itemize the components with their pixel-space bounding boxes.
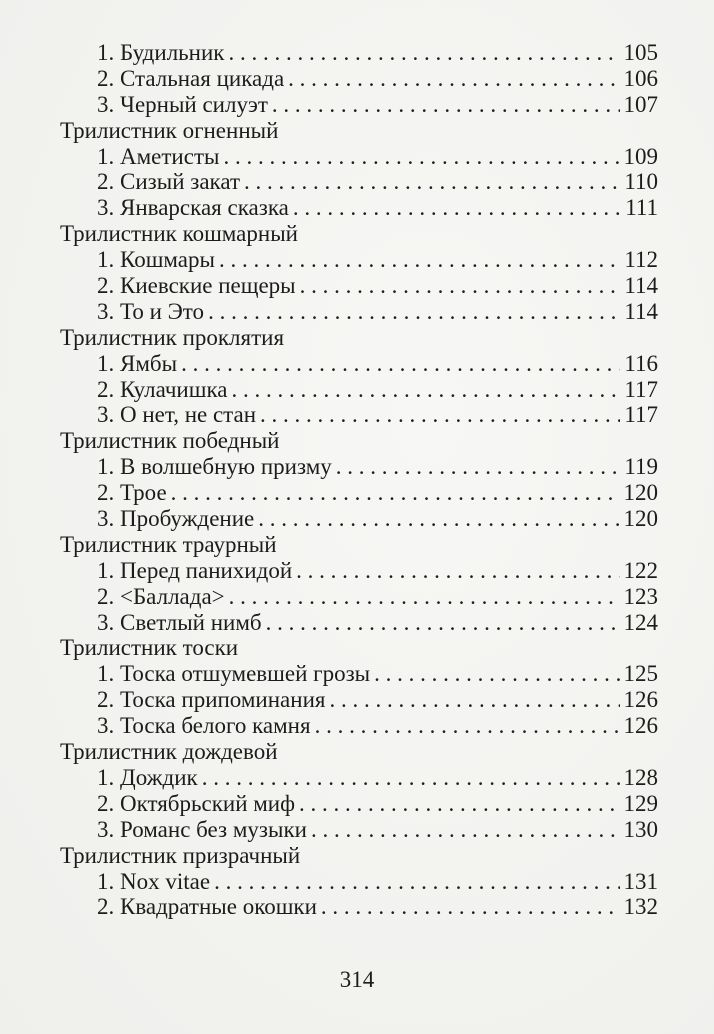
toc-section-heading: Трилистник победный — [60, 428, 280, 454]
toc-entry — [60, 273, 658, 299]
dot-leader — [171, 480, 620, 506]
toc-entry-title: 3. То и Это — [97, 298, 205, 324]
toc-entry-title: 1. Nox vitae — [97, 868, 211, 894]
toc-entry-page: 117 — [624, 402, 658, 428]
dot-leader — [321, 894, 620, 920]
dot-leader — [228, 40, 619, 66]
toc-entry-title: 1. Аметисты — [97, 143, 220, 169]
toc-entry-title: 3. Черный силуэт — [97, 91, 268, 117]
toc-entry — [60, 558, 658, 584]
dot-leader — [300, 273, 621, 299]
toc-entry — [60, 894, 658, 920]
toc-entry-page: 114 — [624, 298, 658, 324]
toc-section-heading: Трилистник тоски — [60, 635, 239, 661]
toc-entry-page: 112 — [624, 247, 658, 273]
toc-entry — [60, 40, 658, 66]
dot-leader — [214, 869, 619, 895]
dot-leader — [181, 351, 620, 377]
toc-entry — [60, 661, 658, 687]
toc-entry — [60, 144, 658, 170]
toc-entry — [60, 454, 658, 480]
toc-entry-page: 123 — [623, 583, 658, 609]
toc-entry — [60, 66, 658, 92]
toc-section-heading: Трилистник призрачный — [60, 842, 301, 868]
toc-section-heading: Трилистник проклятия — [60, 324, 285, 350]
toc-entry-page: 130 — [623, 816, 658, 842]
toc-section-heading: Трилистник траурный — [60, 531, 277, 557]
toc-entry-title: 2. Трое — [97, 480, 167, 506]
dot-leader — [208, 299, 620, 325]
dot-leader — [329, 687, 619, 713]
toc-entry-title: 2. Киевские пещеры — [97, 273, 296, 299]
toc-entry — [60, 247, 658, 273]
toc-entry — [60, 687, 658, 713]
toc-entry-page: 125 — [623, 661, 658, 687]
table-of-contents — [60, 40, 658, 920]
dot-leader — [202, 765, 620, 791]
toc-entry-title: 1. Перед панихидой — [97, 557, 293, 583]
toc-entry-title: 2. <Баллада> — [97, 583, 225, 609]
toc-entry-page: 122 — [623, 557, 658, 583]
dot-leader — [336, 454, 621, 480]
dot-leader — [299, 791, 619, 817]
toc-entry — [60, 480, 658, 506]
toc-entry-title: 2. Квадратные окошки — [97, 894, 317, 920]
toc-entry — [60, 195, 658, 221]
dot-leader — [244, 169, 620, 195]
toc-entry-page: 124 — [623, 609, 658, 635]
dot-leader — [272, 92, 620, 118]
toc-entry-page: 109 — [623, 143, 658, 169]
toc-entry — [60, 817, 658, 843]
toc-entry-page: 132 — [623, 894, 658, 920]
toc-entry-page: 126 — [623, 713, 658, 739]
toc-entry-title: 3. О нет, не стан — [97, 402, 257, 428]
toc-entry-page: 110 — [624, 169, 658, 195]
toc-entry-page: 114 — [624, 273, 658, 299]
toc-entry-title: 3. Пробуждение — [97, 506, 255, 532]
toc-entry-title: 2. Тоска припоминания — [97, 687, 326, 713]
toc-entry — [60, 713, 658, 739]
toc-section-heading: Трилистник дождевой — [60, 739, 278, 765]
toc-entry-title: 2. Кулачишка — [97, 376, 228, 402]
dot-leader — [260, 402, 620, 428]
toc-entry-title: 3. Январская сказка — [97, 195, 289, 221]
toc-entry-title: 1. В волшебную призму — [97, 454, 332, 480]
toc-entry-title: 2. Октябрьский миф — [97, 790, 296, 816]
toc-entry-page: 106 — [623, 65, 658, 91]
dot-leader — [232, 377, 621, 403]
toc-entry-page: 111 — [625, 195, 658, 221]
dot-leader — [374, 661, 619, 687]
toc-entry — [60, 299, 658, 325]
dot-leader — [288, 66, 619, 92]
dot-leader — [229, 584, 620, 610]
toc-entry-page: 129 — [623, 790, 658, 816]
toc-entry — [60, 506, 658, 532]
toc-entry-page: 105 — [623, 40, 658, 65]
toc-entry — [60, 169, 658, 195]
toc-section-heading: Трилистник огненный — [60, 117, 279, 143]
dot-leader — [223, 144, 619, 170]
toc-entry-page: 107 — [623, 91, 658, 117]
dot-leader — [219, 247, 620, 273]
toc-entry-title: 3. Романс без музыки — [97, 816, 307, 842]
toc-entry-title: 1. Дождик — [97, 764, 198, 790]
toc-entry — [60, 791, 658, 817]
dot-leader — [266, 610, 620, 636]
dot-leader — [296, 558, 619, 584]
toc-section-heading: Трилистник кошмарный — [60, 221, 298, 247]
toc-entry — [60, 765, 658, 791]
toc-entry-title: 2. Стальная цикада — [97, 65, 285, 91]
toc-entry-title: 2. Сизый закат — [97, 169, 241, 195]
page-number: 314 — [339, 967, 375, 992]
toc-entry-title: 1. Тоска отшумевшей грозы — [97, 661, 371, 687]
toc-entry — [60, 869, 658, 895]
toc-entry — [60, 610, 658, 636]
toc-entry — [60, 377, 658, 403]
toc-entry-title: 3. Светлый нимб — [97, 609, 262, 635]
toc-entry — [60, 584, 658, 610]
toc-entry — [60, 92, 658, 118]
dot-leader — [315, 713, 620, 739]
toc-entry — [60, 351, 658, 377]
toc-entry-page: 117 — [624, 376, 658, 402]
toc-entry-page: 120 — [623, 506, 658, 532]
dot-leader — [311, 817, 620, 843]
dot-leader — [293, 195, 621, 221]
toc-entry-title: 3. Тоска белого камня — [97, 713, 311, 739]
toc-entry-page: 126 — [623, 687, 658, 713]
toc-entry-title: 1. Кошмары — [97, 247, 215, 273]
toc-entry-title: 1. Будильник — [97, 40, 225, 65]
toc-entry-page: 131 — [623, 868, 658, 894]
toc-entry-page: 119 — [624, 454, 658, 480]
toc-entry-title: 1. Ямбы — [97, 350, 178, 376]
toc-entry-page: 116 — [624, 350, 658, 376]
toc-entry-page: 120 — [623, 480, 658, 506]
toc-entry — [60, 402, 658, 428]
dot-leader — [258, 506, 619, 532]
toc-entry-page: 128 — [623, 764, 658, 790]
